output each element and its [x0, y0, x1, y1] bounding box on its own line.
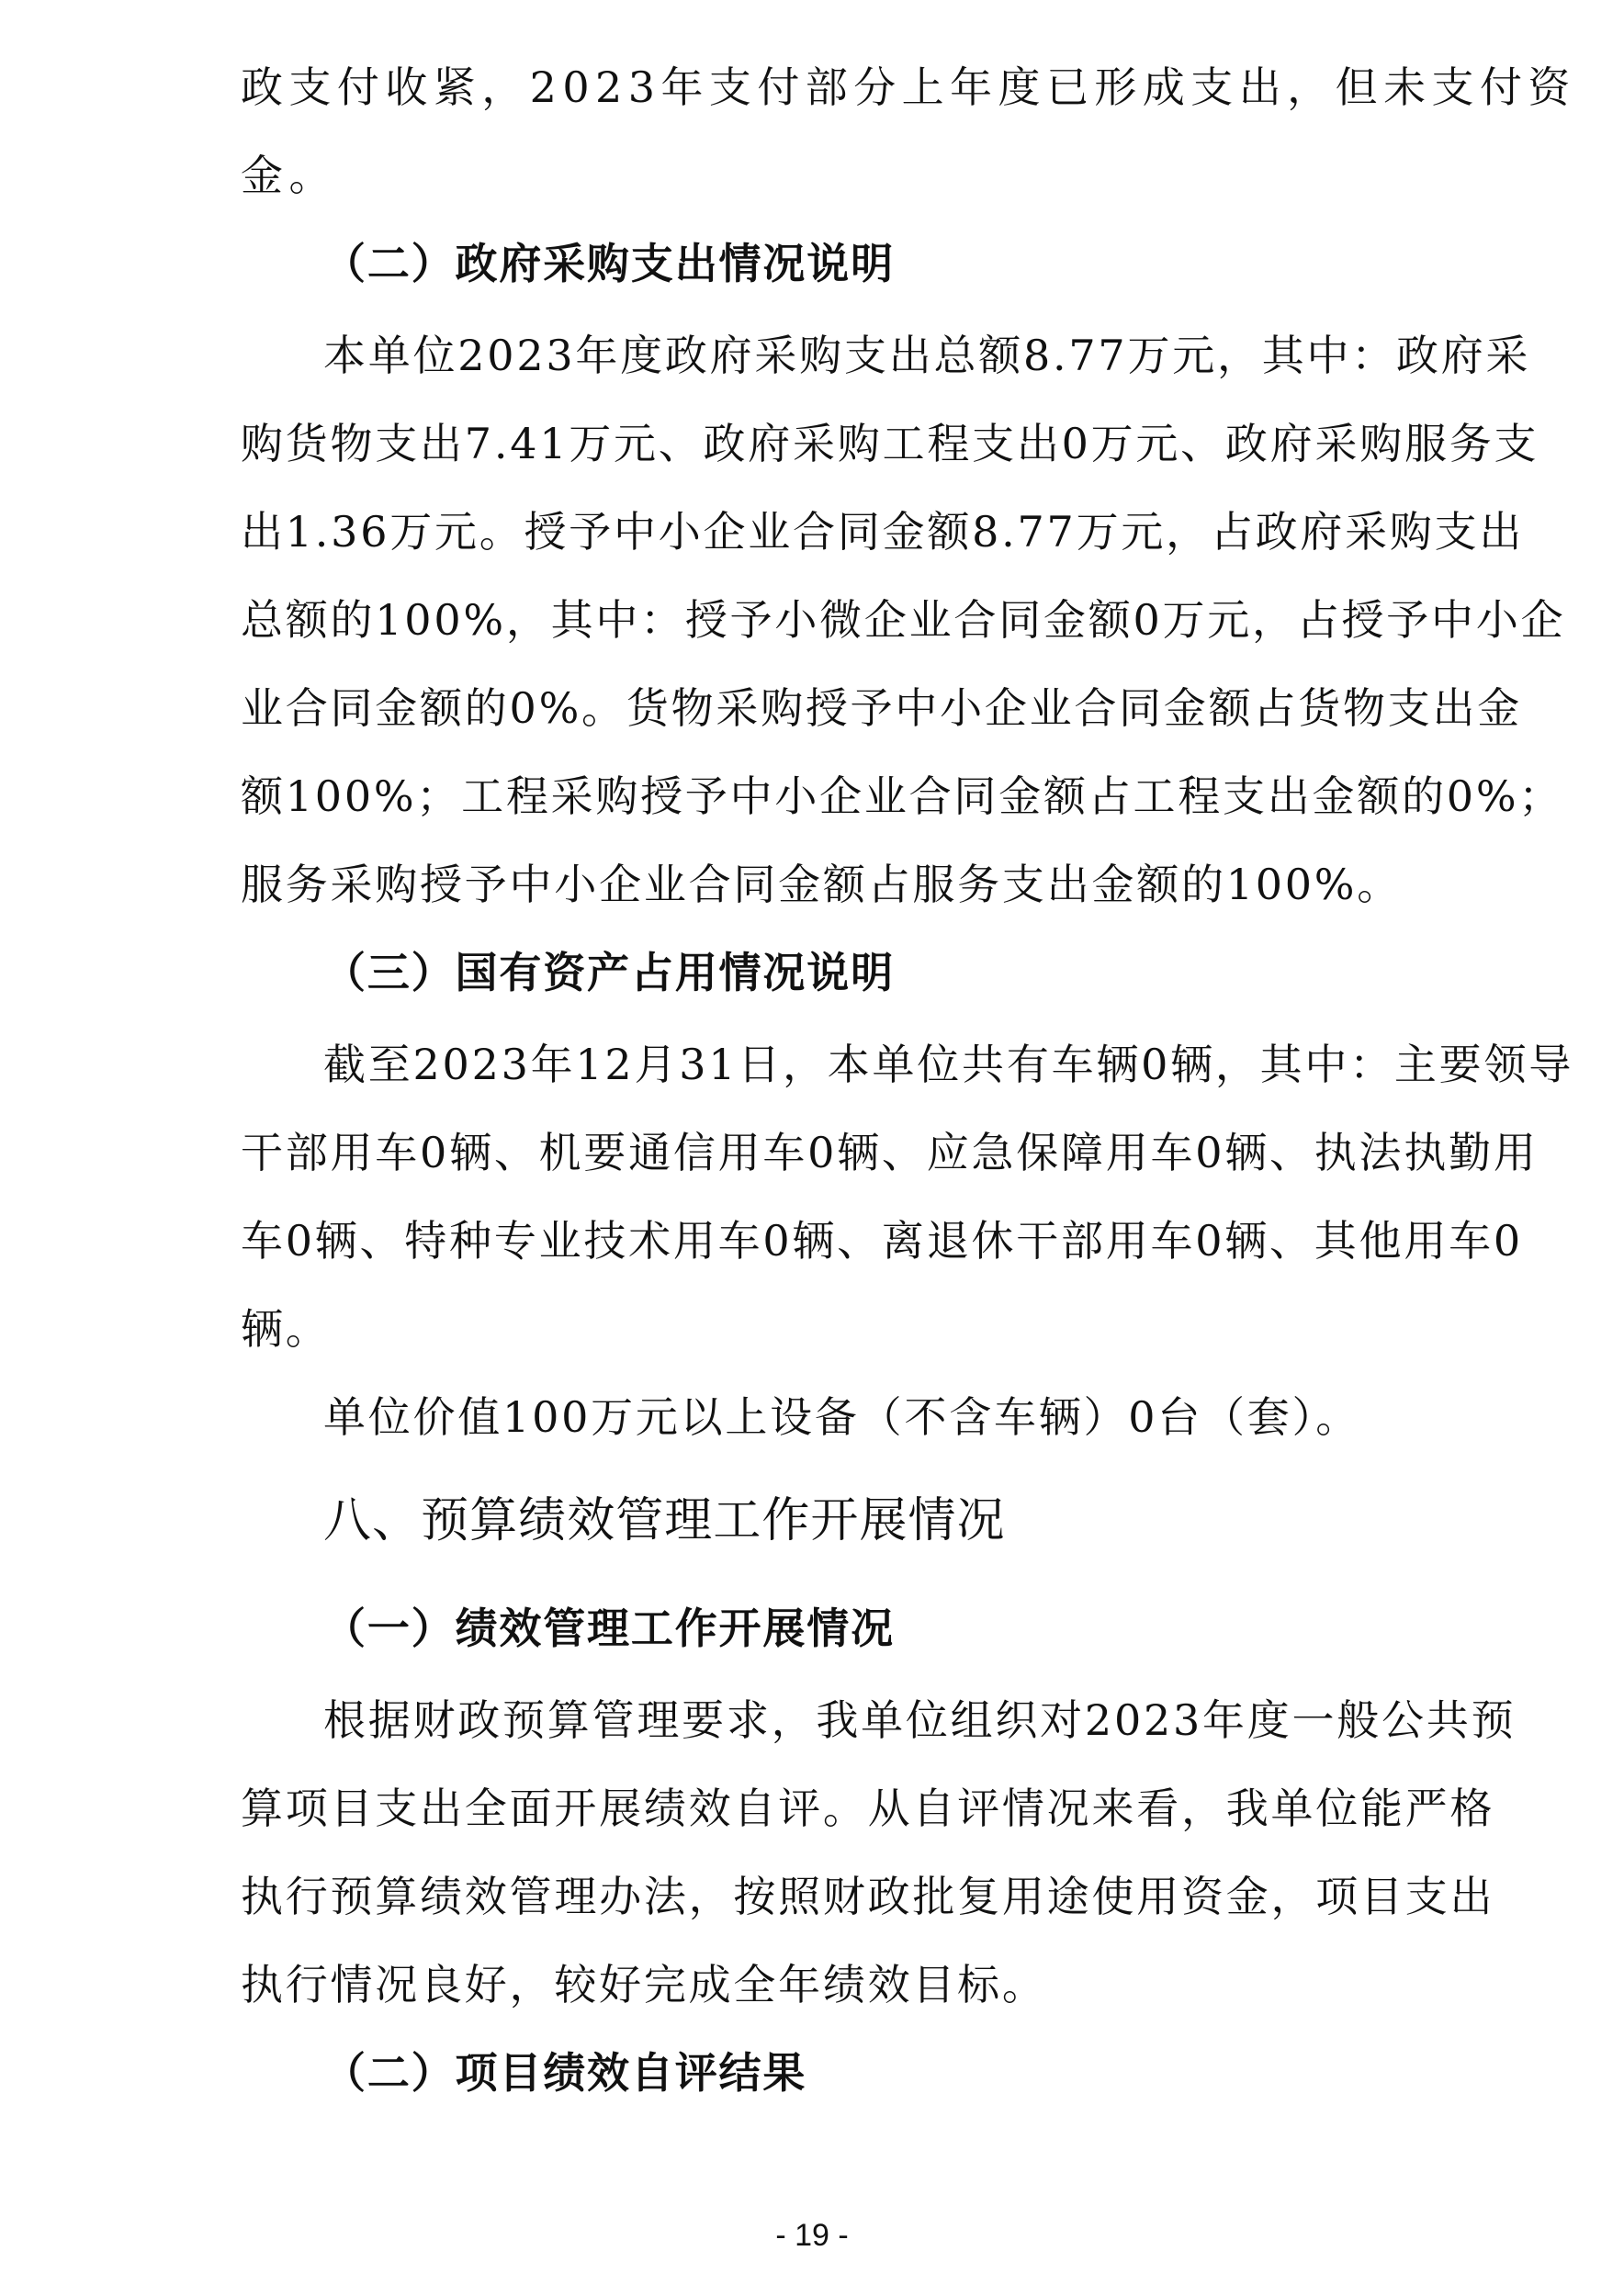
paragraph-line: 执行情况良好，较好完成全年绩效目标。	[241, 1960, 1047, 2009]
paragraph-line: 本单位2023年度政府采购支出总额8.77万元，其中：政府采	[323, 331, 1531, 380]
paragraph-line: 单位价值100万元以上设备（不含车辆）0台（套）。	[323, 1392, 1361, 1442]
section-heading-project-results: （二）项目绩效自评结果	[323, 2048, 807, 2098]
section-heading-state-assets: （三）国有资产占用情况说明	[323, 948, 895, 997]
paragraph-line: 执行预算绩效管理办法，按照财政批复用途使用资金，项目支出	[241, 1872, 1495, 1921]
paragraph-line: 出1.36万元。授予中小企业合同金额8.77万元，占政府采购支出	[241, 507, 1525, 557]
paragraph-line: 额100%；工程采购授予中小企业合同金额占工程支出金额的0%；	[241, 771, 1564, 821]
section-heading-performance-work: （一）绩效管理工作开展情况	[323, 1604, 895, 1653]
paragraph-line: 服务采购授予中小企业合同金额占服务支出金额的100%。	[241, 860, 1403, 909]
paragraph-line: 总额的100%，其中：授予小微企业合同金额0万元，占授予中小企	[241, 595, 1566, 645]
paragraph-line: 政支付收紧，2023年支付部分上年度已形成支出，但未支付资	[241, 62, 1576, 112]
paragraph-line: 辆。	[241, 1304, 331, 1354]
section-heading-procurement: （二）政府采购支出情况说明	[323, 239, 895, 288]
paragraph-line: 购货物支出7.41万元、政府采购工程支出0万元、政府采购服务支	[241, 419, 1539, 468]
paragraph-line: 算项目支出全面开展绩效自评。从自评情况来看，我单位能严格	[241, 1784, 1495, 1833]
paragraph-line: 业合同金额的0%。货物采购授予中小企业合同金额占货物支出金	[241, 683, 1523, 733]
paragraph-line: 根据财政预算管理要求，我单位组织对2023年度一般公共预	[323, 1695, 1517, 1745]
chapter-heading-performance: 八、预算绩效管理工作开展情况	[323, 1493, 1006, 1548]
paragraph-line: 金。	[241, 151, 337, 200]
page-number: - 19 -	[775, 2218, 849, 2253]
paragraph-line: 车0辆、特种专业技术用车0辆、离退休干部用车0辆、其他用车0	[241, 1216, 1523, 1266]
paragraph-line: 干部用车0辆、机要通信用车0辆、应急保障用车0辆、执法执勤用	[241, 1128, 1539, 1177]
paragraph-line: 截至2023年12月31日，本单位共有车辆0辆，其中：主要领导	[323, 1040, 1573, 1089]
